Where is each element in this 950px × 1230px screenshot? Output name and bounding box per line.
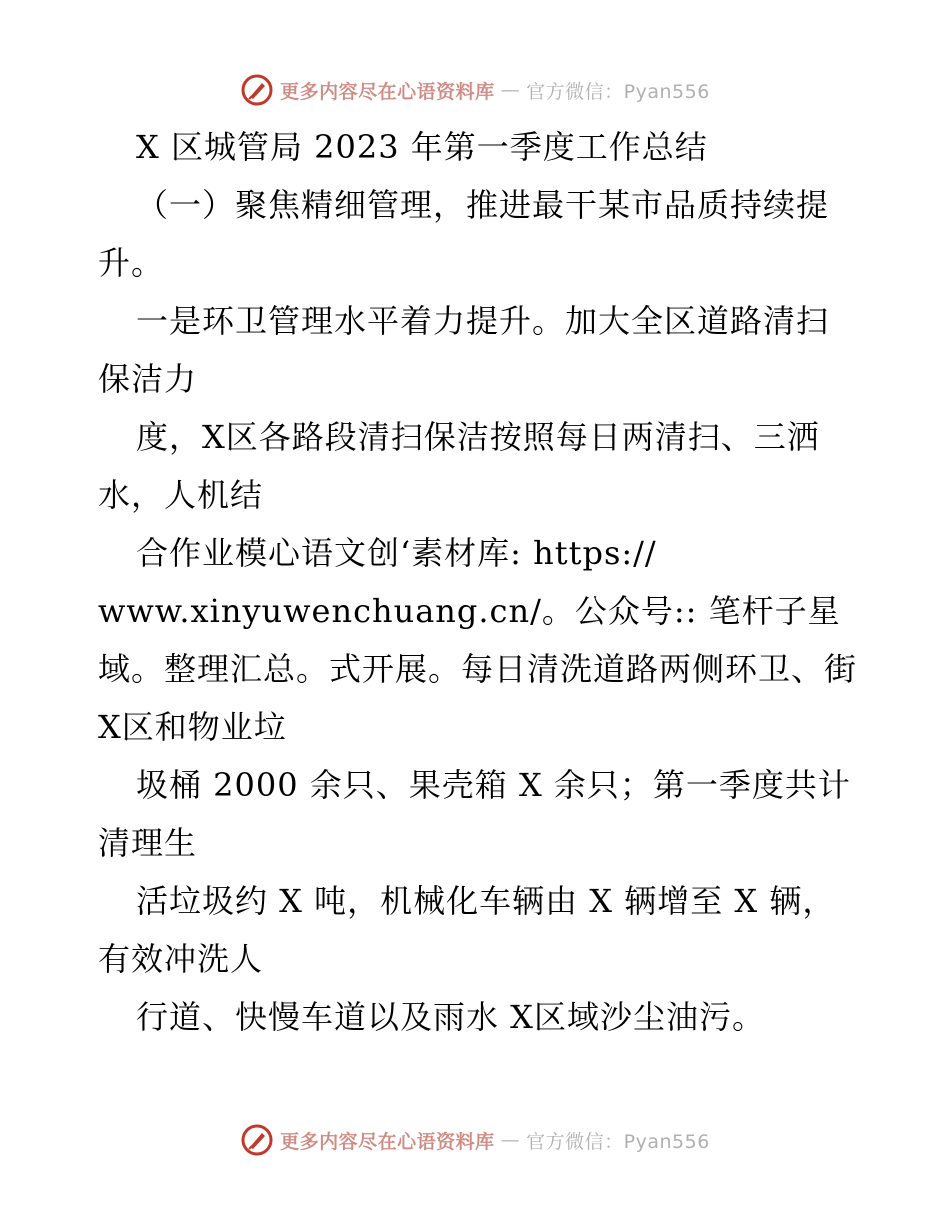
- watermark-contact: 官方微信：Pyan556: [526, 1130, 710, 1153]
- paragraph: 一是环卫管理水平着力提升。加大全区道路清扫保洁力: [98, 302, 830, 398]
- paragraph: 合作业模心语文创‘素材库: https://: [136, 534, 657, 572]
- paragraph: 行道、快慢车道以及雨水 X区域沙尘油污。: [136, 998, 765, 1036]
- paragraph: 度，X区各路段清扫保洁按照每日两清扫、三洒水，人机结: [98, 418, 820, 514]
- watermark-contact: 官方微信：Pyan556: [526, 80, 710, 103]
- paragraph: 活垃圾约 X 吨，机械化车辆由 X 辆增至 X 辆，有效冲洗人: [98, 882, 836, 978]
- watermark-dash: —: [500, 1129, 521, 1151]
- header-watermark: [0, 70, 950, 110]
- document-title: X 区城管局 2023 年第一季度工作总结: [136, 128, 708, 166]
- document-body: [98, 118, 869, 1046]
- quill-pen-logo-icon: [240, 1123, 274, 1157]
- footer-watermark: [0, 1120, 950, 1160]
- watermark-brand: 更多内容尽在心语资料库: [280, 80, 495, 103]
- watermark-dash: —: [500, 79, 521, 101]
- watermark-brand: 更多内容尽在心语资料库: [280, 1130, 495, 1153]
- paragraph: 域。整理汇总。式开展。每日清洗道路两侧环卫、街 X区和物业垃: [98, 650, 869, 746]
- quill-pen-logo-icon: [240, 73, 274, 107]
- paragraph: www.xinyuwenchuang.cn/。公众号:: 笔杆子星: [98, 592, 841, 630]
- paragraph: 圾桶 2000 余只、果壳箱 X 余只；第一季度共计清理生: [98, 766, 851, 862]
- paragraph: （一）聚焦精细管理，推进最干某市品质持续提升。: [98, 186, 830, 282]
